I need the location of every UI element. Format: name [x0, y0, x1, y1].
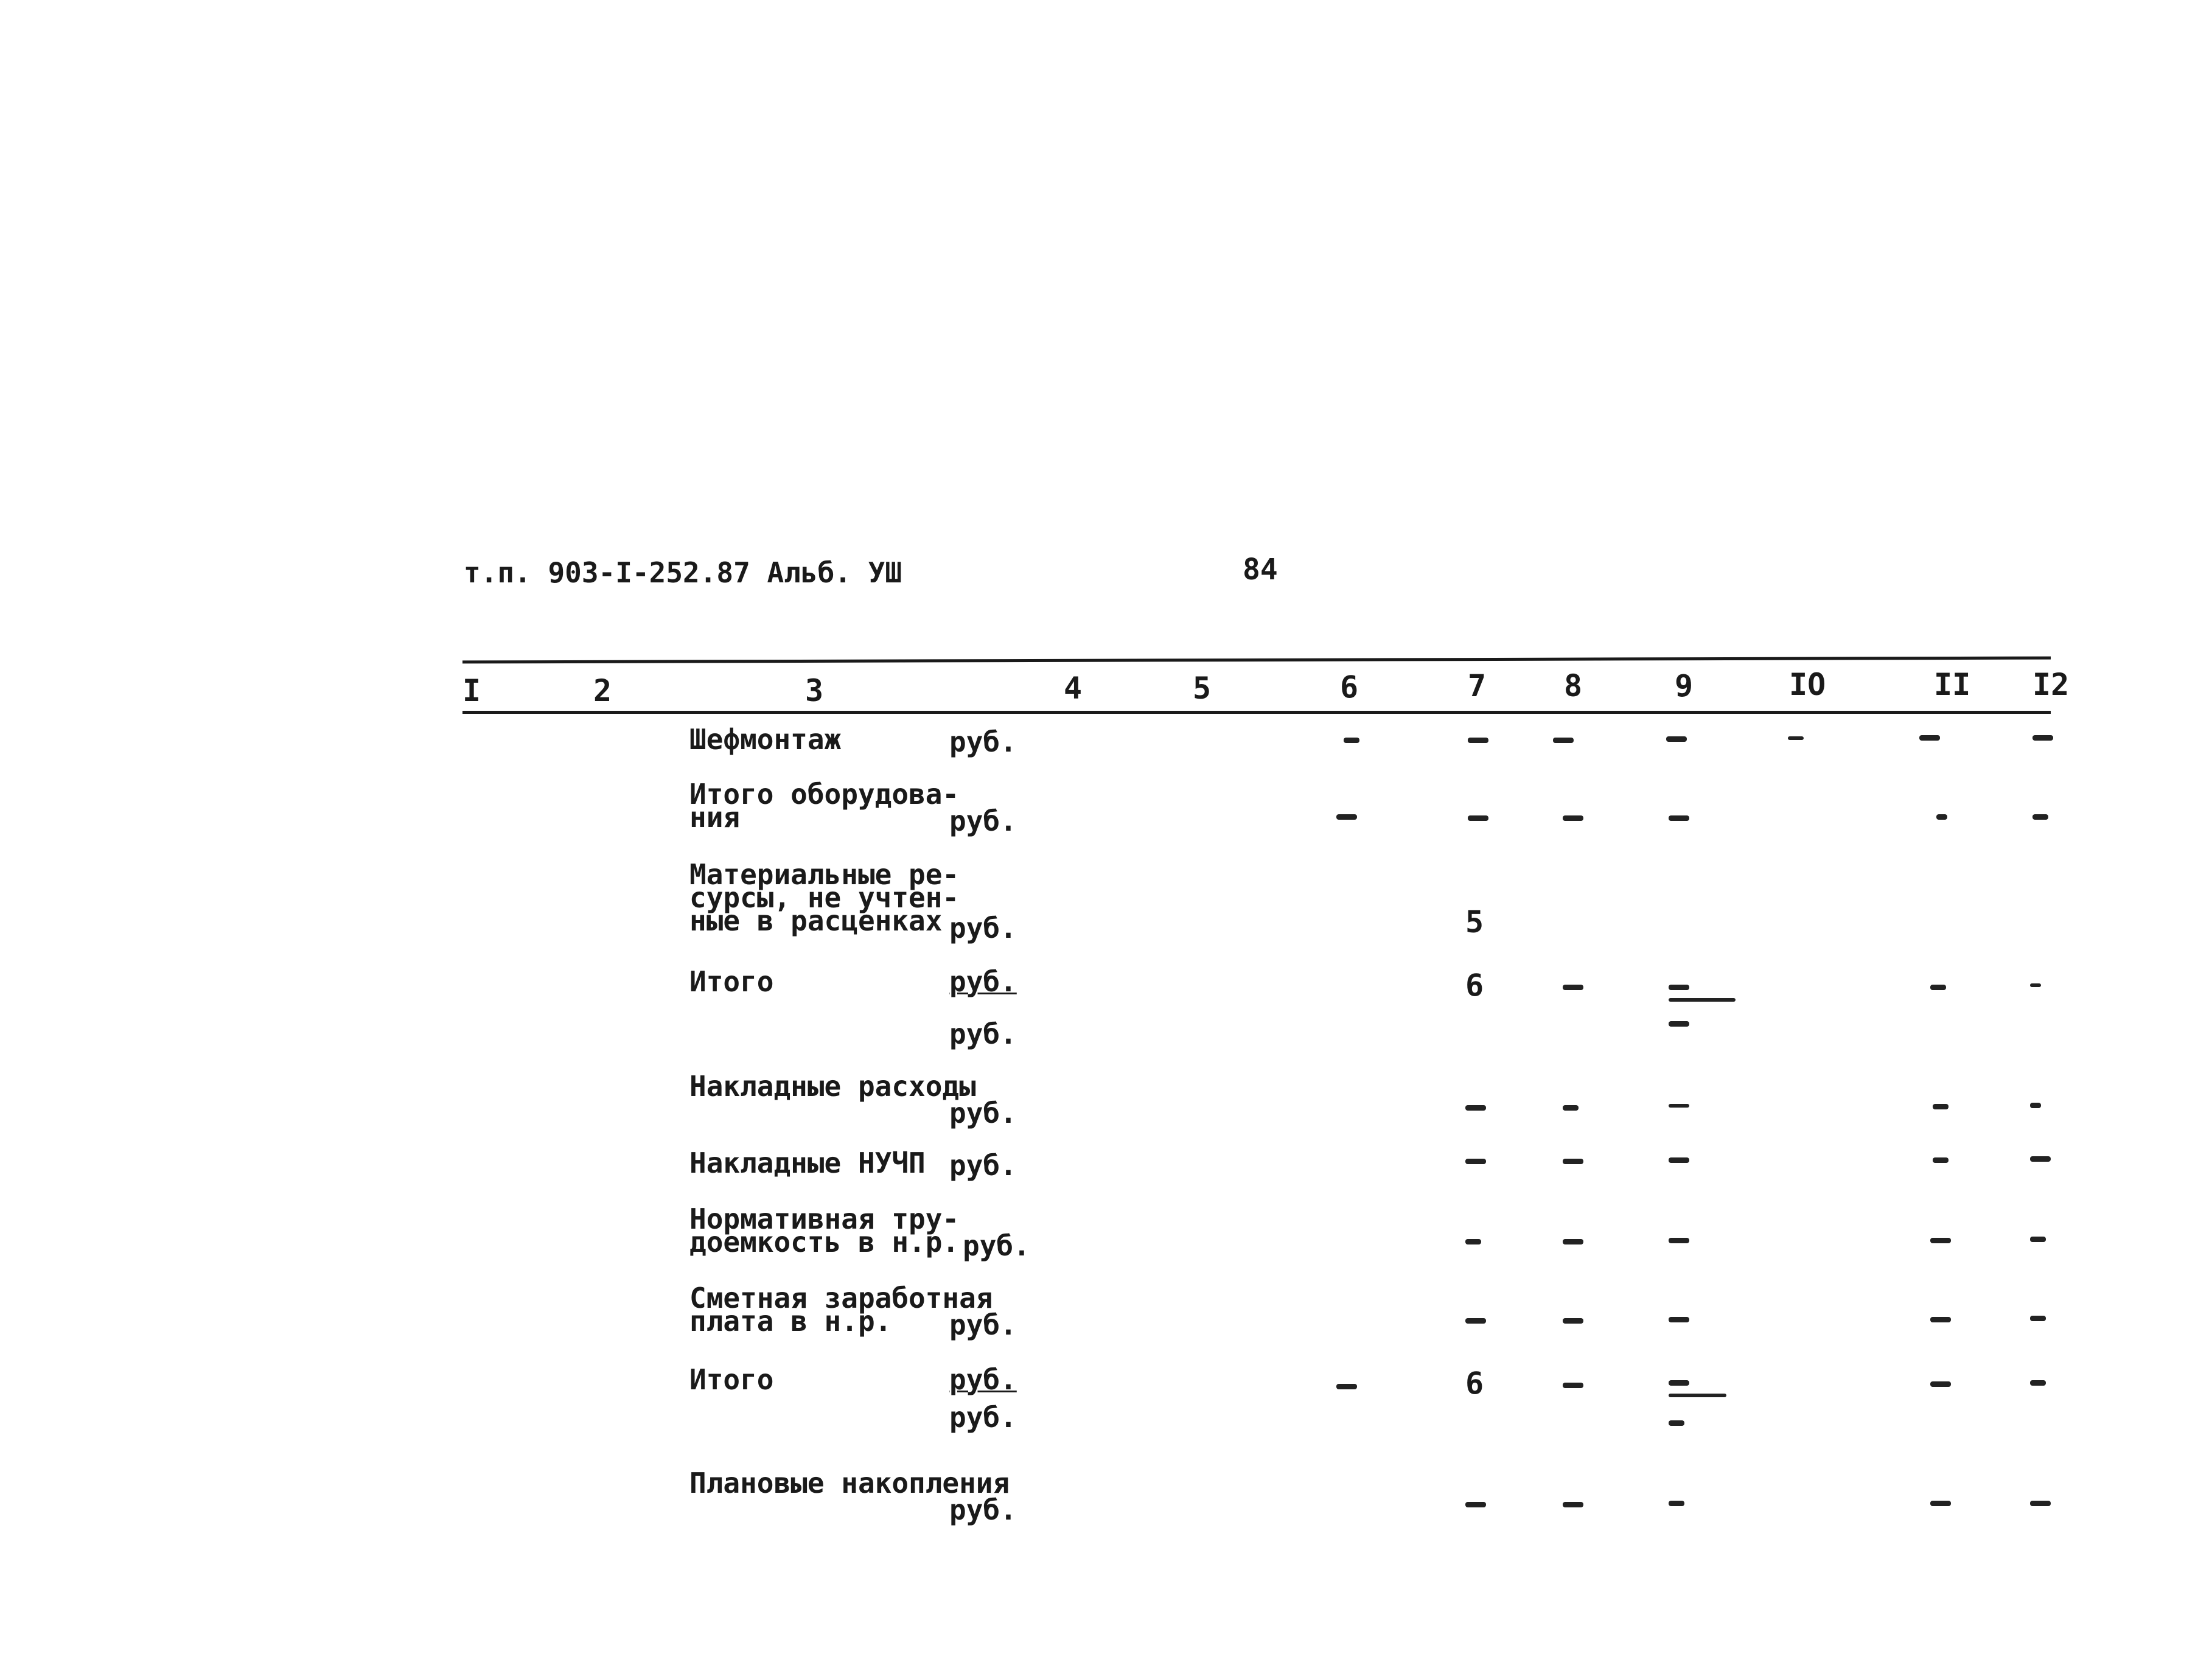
dash-col11	[1930, 1501, 1951, 1506]
cell-col7: 5	[1465, 904, 1484, 940]
row-unit: руб.	[963, 1229, 1030, 1262]
column-header-3: 3	[805, 673, 824, 708]
dash-col7	[1465, 1105, 1486, 1111]
row-label: Материальные ре- сурсы, не учтен- ные в расценках	[689, 858, 960, 937]
document-reference: т.п. 903-I-252.87 Альб. УШ	[464, 556, 902, 589]
dash-col12	[2032, 735, 2053, 741]
table-header-rule	[462, 711, 2051, 714]
table-top-rule	[462, 657, 2051, 664]
dash-col8	[1563, 985, 1583, 990]
dash-col7	[1465, 1502, 1486, 1507]
dash-col12	[2030, 1103, 2041, 1108]
column-header-7: 7	[1468, 668, 1487, 703]
row-label: Итого оборудова- ния	[689, 778, 960, 834]
dash-col12	[2030, 1316, 2046, 1321]
row-unit: руб.	[949, 805, 1017, 837]
row-label: Плановые накопления	[689, 1467, 1010, 1499]
dash-col11	[1930, 1317, 1951, 1322]
fraction-bar-col9	[1669, 1394, 1726, 1397]
row-label: Накладные НУЧП	[689, 1147, 926, 1179]
column-header-10: IO	[1789, 667, 1826, 702]
dash-col12	[2030, 1237, 2046, 1242]
column-header-4: 4	[1064, 671, 1083, 706]
dash-col9	[1669, 815, 1689, 821]
dash-col11	[1930, 1238, 1951, 1243]
dash-col7	[1465, 1239, 1481, 1244]
dash-col9	[1669, 1104, 1689, 1108]
row-label: Итого	[689, 1363, 774, 1396]
dash-col12	[2030, 983, 2041, 987]
row-unit: руб.	[949, 965, 1017, 998]
dash-col12	[2030, 1501, 2051, 1506]
dash-col11	[1933, 1157, 1949, 1163]
dash-col11	[1936, 814, 1947, 820]
dash-col11	[1919, 735, 1940, 741]
column-header-8: 8	[1564, 668, 1583, 703]
dash-col9	[1669, 985, 1689, 990]
cell-col7: 6	[1465, 968, 1484, 1003]
row-unit: руб.	[949, 1363, 1017, 1396]
dash-col11	[1933, 1104, 1949, 1109]
dash-col9	[1669, 1380, 1689, 1386]
dash-col11	[1930, 1381, 1951, 1387]
dash-col8	[1563, 1105, 1579, 1111]
dash-col7	[1465, 1318, 1486, 1324]
dash-col12	[2030, 1380, 2046, 1386]
dash-col9	[1669, 1238, 1689, 1243]
dash-col8	[1563, 1239, 1583, 1244]
row-unit-secondary: руб.	[949, 1401, 1017, 1434]
dash-col12	[2032, 814, 2048, 820]
row-label: Нормативная тру- доемкость в н.р.	[689, 1202, 960, 1258]
dash-col8	[1563, 1159, 1583, 1164]
row-unit: руб.	[949, 1097, 1017, 1129]
dash-col12	[2030, 1156, 2051, 1162]
dash-col8	[1563, 1502, 1583, 1507]
row-unit: руб.	[949, 725, 1017, 758]
row-label: Сметная заработная плата в н.р.	[689, 1282, 993, 1338]
dash-col8	[1563, 1318, 1583, 1324]
dash-col7	[1468, 815, 1488, 821]
dash-col6	[1336, 814, 1357, 820]
dash-col10	[1788, 736, 1804, 740]
row-label: Шефмонтаж	[689, 723, 842, 756]
column-header-5: 5	[1193, 671, 1212, 706]
column-header-12: I2	[2032, 667, 2070, 702]
row-unit: руб.	[949, 912, 1017, 944]
dash-col9-denominator	[1669, 1420, 1684, 1426]
dash-col8	[1563, 815, 1583, 821]
row-label: Итого	[689, 965, 774, 998]
dash-col9	[1669, 1317, 1689, 1322]
dash-col9	[1666, 736, 1687, 742]
row-unit: руб.	[949, 1149, 1017, 1182]
row-unit: руб.	[949, 1493, 1017, 1526]
column-header-1: I	[462, 673, 481, 708]
dash-col9	[1669, 1157, 1689, 1163]
page-number: 84	[1243, 553, 1278, 587]
row-label: Накладные расходы	[689, 1070, 976, 1103]
dash-col6	[1344, 738, 1359, 743]
dash-col8	[1563, 1383, 1583, 1388]
row-unit-secondary: руб.	[949, 1018, 1017, 1050]
column-header-11: II	[1934, 667, 1971, 702]
dash-col9-denominator	[1669, 1021, 1689, 1027]
dash-col11	[1930, 985, 1946, 990]
dash-col6	[1336, 1384, 1357, 1389]
column-header-6: 6	[1340, 669, 1359, 705]
dash-col7	[1468, 738, 1488, 743]
dash-col9	[1669, 1501, 1684, 1506]
column-header-2: 2	[593, 673, 612, 708]
row-unit: руб.	[949, 1308, 1017, 1341]
dash-col7	[1465, 1159, 1486, 1164]
column-header-9: 9	[1675, 668, 1694, 703]
fraction-bar-col9	[1669, 998, 1736, 1002]
cell-col7: 6	[1465, 1366, 1484, 1401]
dash-col8	[1553, 738, 1574, 743]
